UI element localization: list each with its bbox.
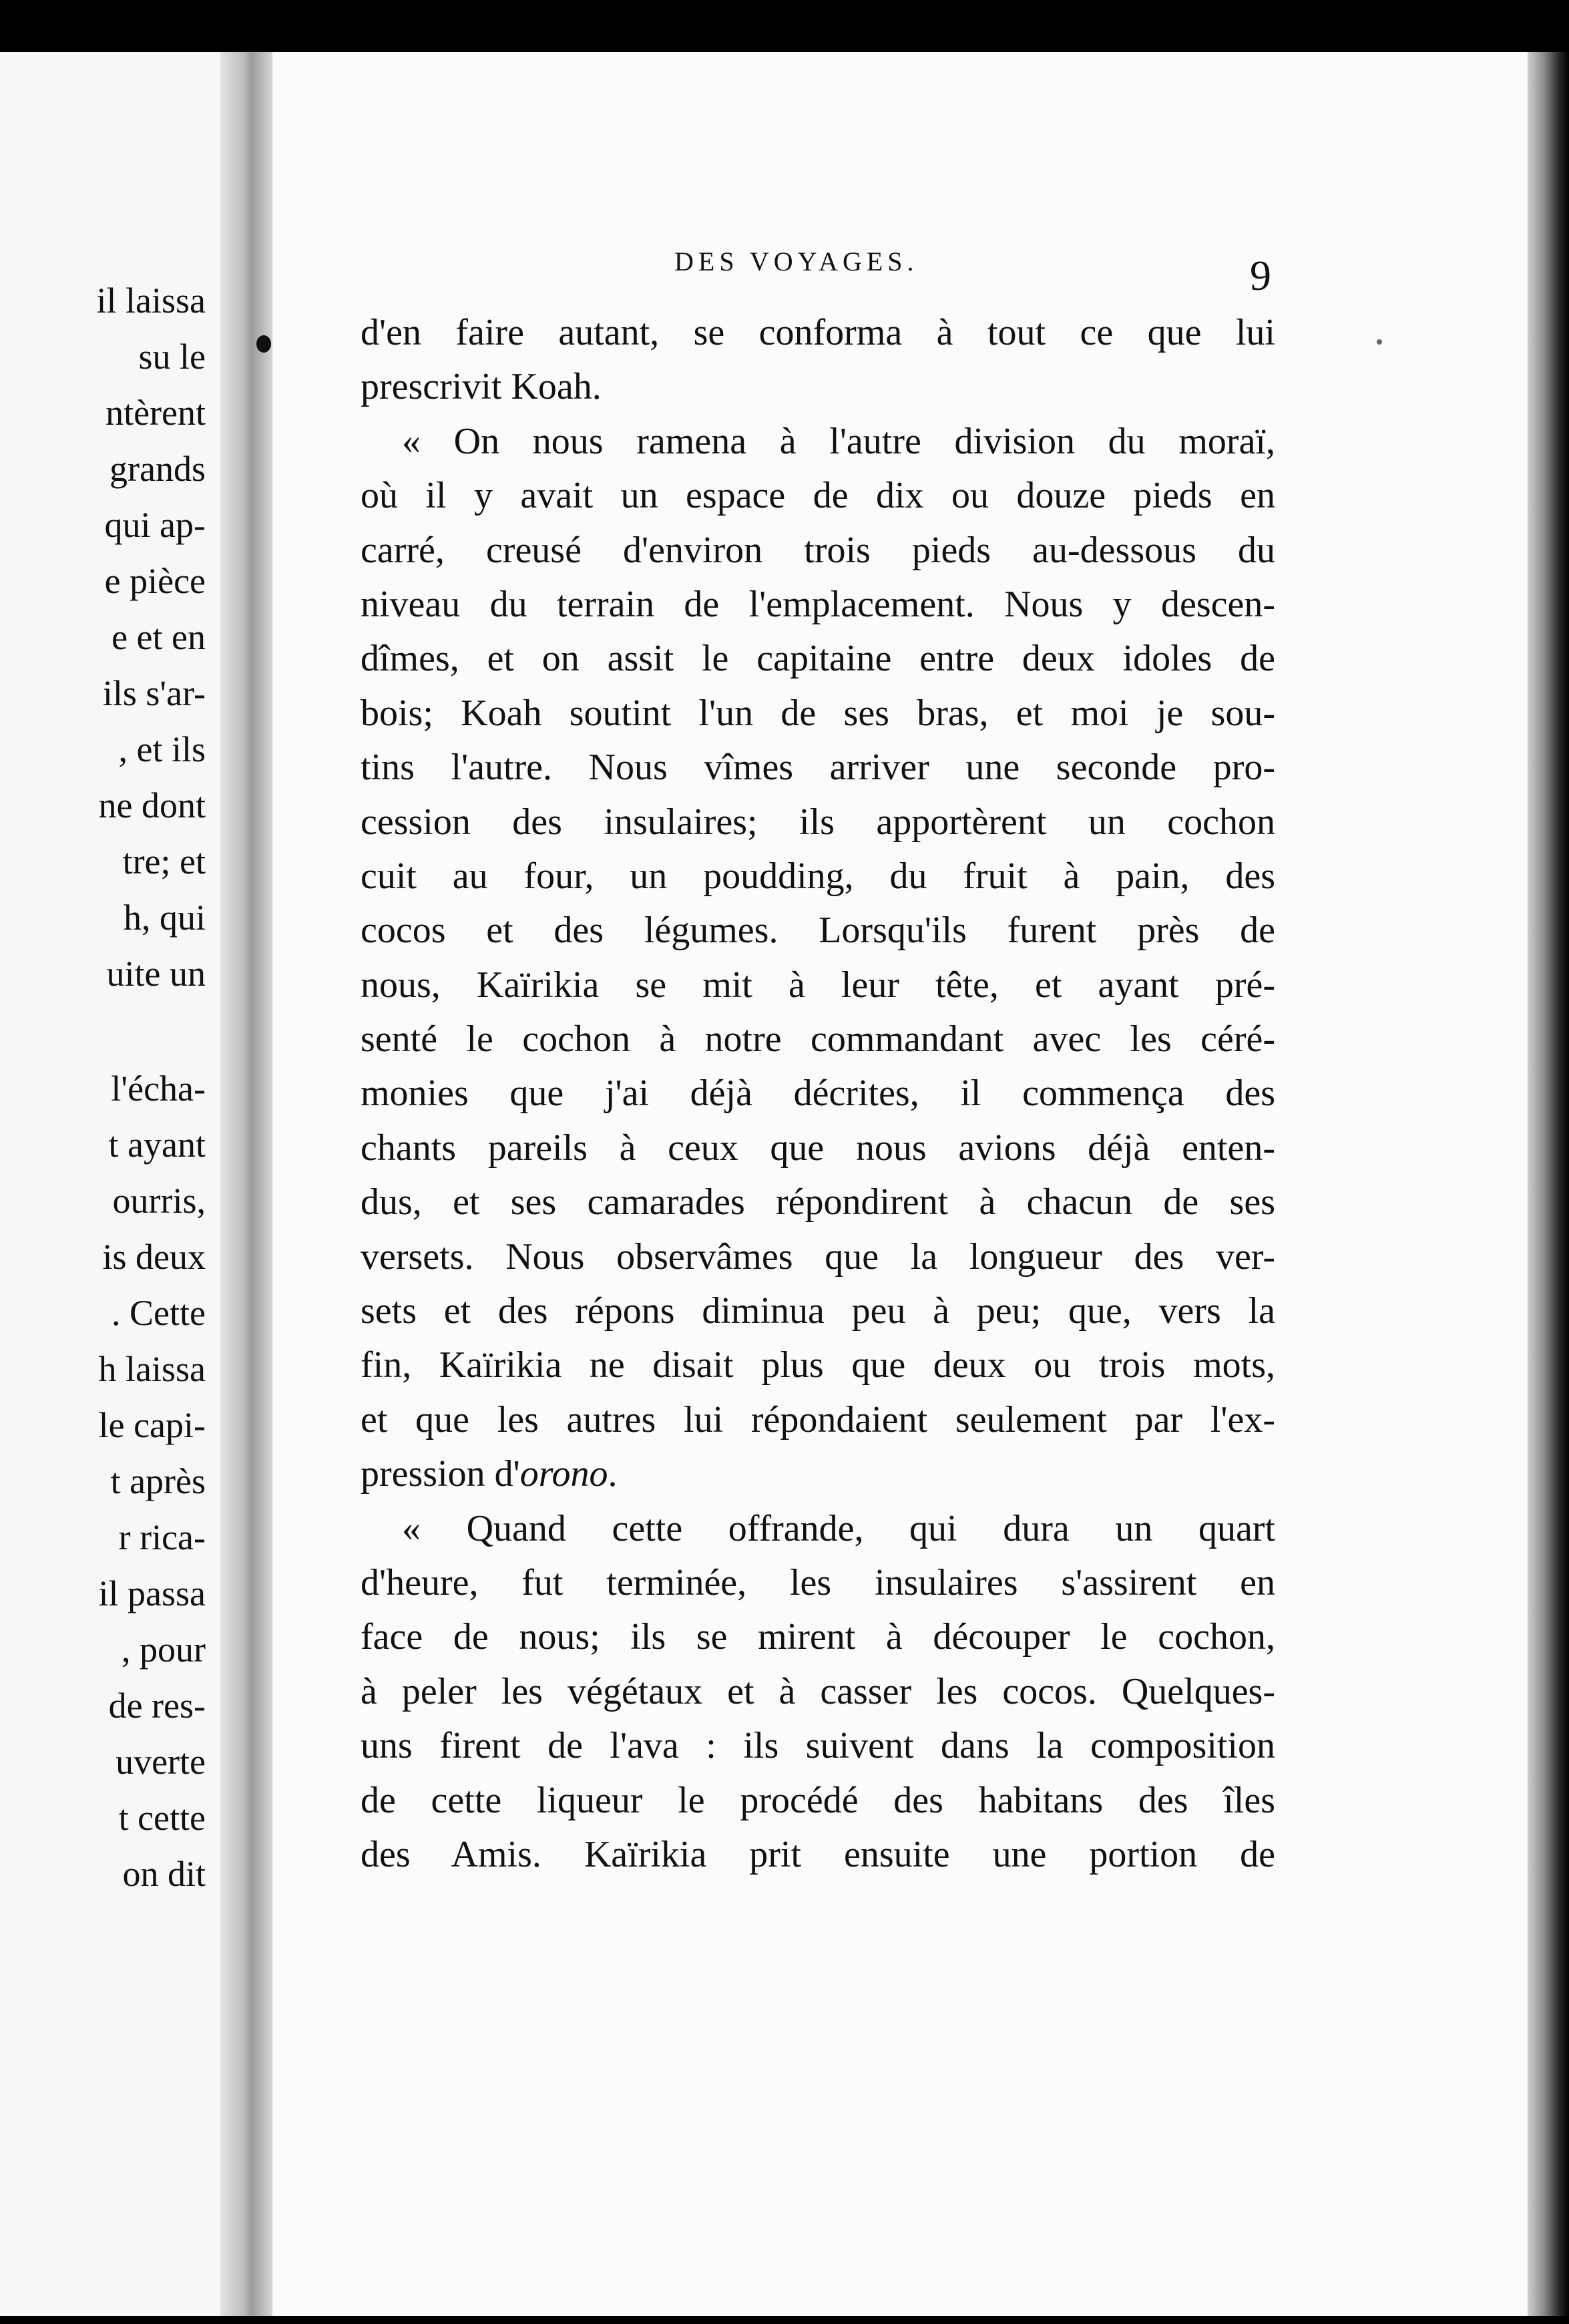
book-gutter bbox=[220, 52, 272, 2316]
left-line: tre; et bbox=[122, 841, 206, 882]
left-line: ils s'ar- bbox=[102, 673, 206, 713]
left-line: t après bbox=[110, 1461, 206, 1501]
text-line: d'en faire autant, se conforma à tout ce que lui bbox=[361, 312, 1275, 353]
text-line: fin, Kaïrikia ne disait plus que deux ou trois mots, bbox=[361, 1344, 1275, 1386]
left-line: r rica- bbox=[118, 1517, 206, 1557]
text-line: « On nous ramena à l'autre division du moraï, bbox=[402, 420, 1275, 462]
text-line: dîmes, et on assit le capitaine entre deux idoles de bbox=[361, 638, 1275, 680]
left-line: t cette bbox=[118, 1798, 206, 1838]
text-line: carré, creusé d'environ trois pieds au-dessous du bbox=[361, 529, 1275, 571]
left-line: ne dont bbox=[98, 785, 206, 825]
left-line: il laissa bbox=[96, 280, 206, 321]
text-line: à peler les végétaux et à casser les cocos. Quelques- bbox=[361, 1670, 1275, 1712]
text-line: bois; Koah soutint l'un de ses bras, et moi je sou- bbox=[361, 692, 1275, 734]
text-line: « Quand cette offrande, qui dura un quart bbox=[402, 1507, 1275, 1549]
scan-border-top bbox=[0, 0, 1569, 59]
scan-border-bottom bbox=[0, 2316, 1569, 2324]
text-line: de cette liqueur le procédé des habitans des îles bbox=[361, 1779, 1275, 1821]
text-line: cuit au four, un poudding, du fruit à pain, des bbox=[361, 855, 1275, 897]
left-line: ntèrent bbox=[105, 393, 206, 433]
gutter-ink-spot bbox=[256, 335, 271, 353]
page-edge-shadow bbox=[1528, 52, 1569, 2316]
body-text bbox=[361, 306, 1275, 1882]
left-line: is deux bbox=[102, 1237, 206, 1277]
left-line: le capi- bbox=[98, 1405, 206, 1445]
left-line: e et en bbox=[111, 617, 206, 657]
text-line: tins l'autre. Nous vîmes arriver une seconde pro- bbox=[361, 747, 1275, 789]
left-line: h laissa bbox=[98, 1349, 206, 1389]
left-page-fragment bbox=[0, 52, 220, 2316]
text-line: nous, Kaïrikia se mit à leur tête, et ayant pré- bbox=[361, 964, 1275, 1006]
text-line: chants pareils à ceux que nous avions déjà enten- bbox=[361, 1127, 1275, 1169]
left-line: l'écha- bbox=[111, 1069, 206, 1109]
text-line: d'heure, fut terminée, les insulaires s'assirent en bbox=[361, 1561, 1275, 1603]
text-line: où il y avait un espace de dix ou douze pieds en bbox=[361, 475, 1275, 517]
left-line: e pièce bbox=[104, 561, 206, 601]
left-line: h, qui bbox=[123, 898, 206, 938]
left-line: ourris, bbox=[112, 1181, 206, 1221]
text-line: monies que j'ai déjà décrites, il commença des bbox=[361, 1073, 1275, 1115]
text-line: des Amis. Kaïrikia prit ensuite une portion de bbox=[361, 1833, 1275, 1875]
text-line: dus, et ses camarades répondirent à chacun de ses bbox=[361, 1181, 1275, 1223]
text-span: pression d' bbox=[361, 1453, 520, 1495]
running-head: DES VOYAGES. bbox=[674, 246, 919, 276]
left-line: su le bbox=[138, 337, 206, 377]
text-line: senté le cochon à notre commandant avec les céré- bbox=[361, 1018, 1275, 1060]
left-line: uverte bbox=[116, 1742, 206, 1782]
left-line: uite un bbox=[106, 954, 206, 994]
italic-word: orono bbox=[519, 1453, 608, 1495]
left-line: , et ils bbox=[118, 729, 206, 769]
left-line: t ayant bbox=[108, 1125, 206, 1165]
left-line: il passa bbox=[98, 1573, 206, 1613]
left-line: . Cette bbox=[111, 1293, 206, 1333]
left-line: on dit bbox=[122, 1854, 206, 1894]
left-line: qui ap- bbox=[104, 505, 206, 545]
text-line: uns firent de l'ava : ils suivent dans la composition bbox=[361, 1725, 1275, 1767]
text-line: prescrivit Koah. bbox=[361, 366, 602, 408]
text-line bbox=[361, 1447, 1275, 1501]
left-line: , pour bbox=[122, 1629, 206, 1670]
left-line: de res- bbox=[108, 1686, 206, 1726]
text-line: sets et des répons diminua peu à peu; que, vers la bbox=[361, 1290, 1275, 1332]
page-speck bbox=[1377, 339, 1382, 345]
text-line: et que les autres lui répondaient seulement par l'ex- bbox=[361, 1398, 1275, 1440]
text-line: cession des insulaires; ils apportèrent un cochon bbox=[361, 801, 1275, 843]
text-line: cocos et des légumes. Lorsqu'ils furent près de bbox=[361, 910, 1275, 952]
text-line: face de nous; ils se mirent à découper le cochon, bbox=[361, 1616, 1275, 1658]
page-number: 9 bbox=[1250, 252, 1271, 299]
left-line: grands bbox=[109, 449, 206, 489]
text-line: niveau du terrain de l'emplacement. Nous y descen- bbox=[361, 583, 1275, 625]
text-span: . bbox=[608, 1453, 618, 1495]
text-line: versets. Nous observâmes que la longueur des ver- bbox=[361, 1235, 1275, 1278]
